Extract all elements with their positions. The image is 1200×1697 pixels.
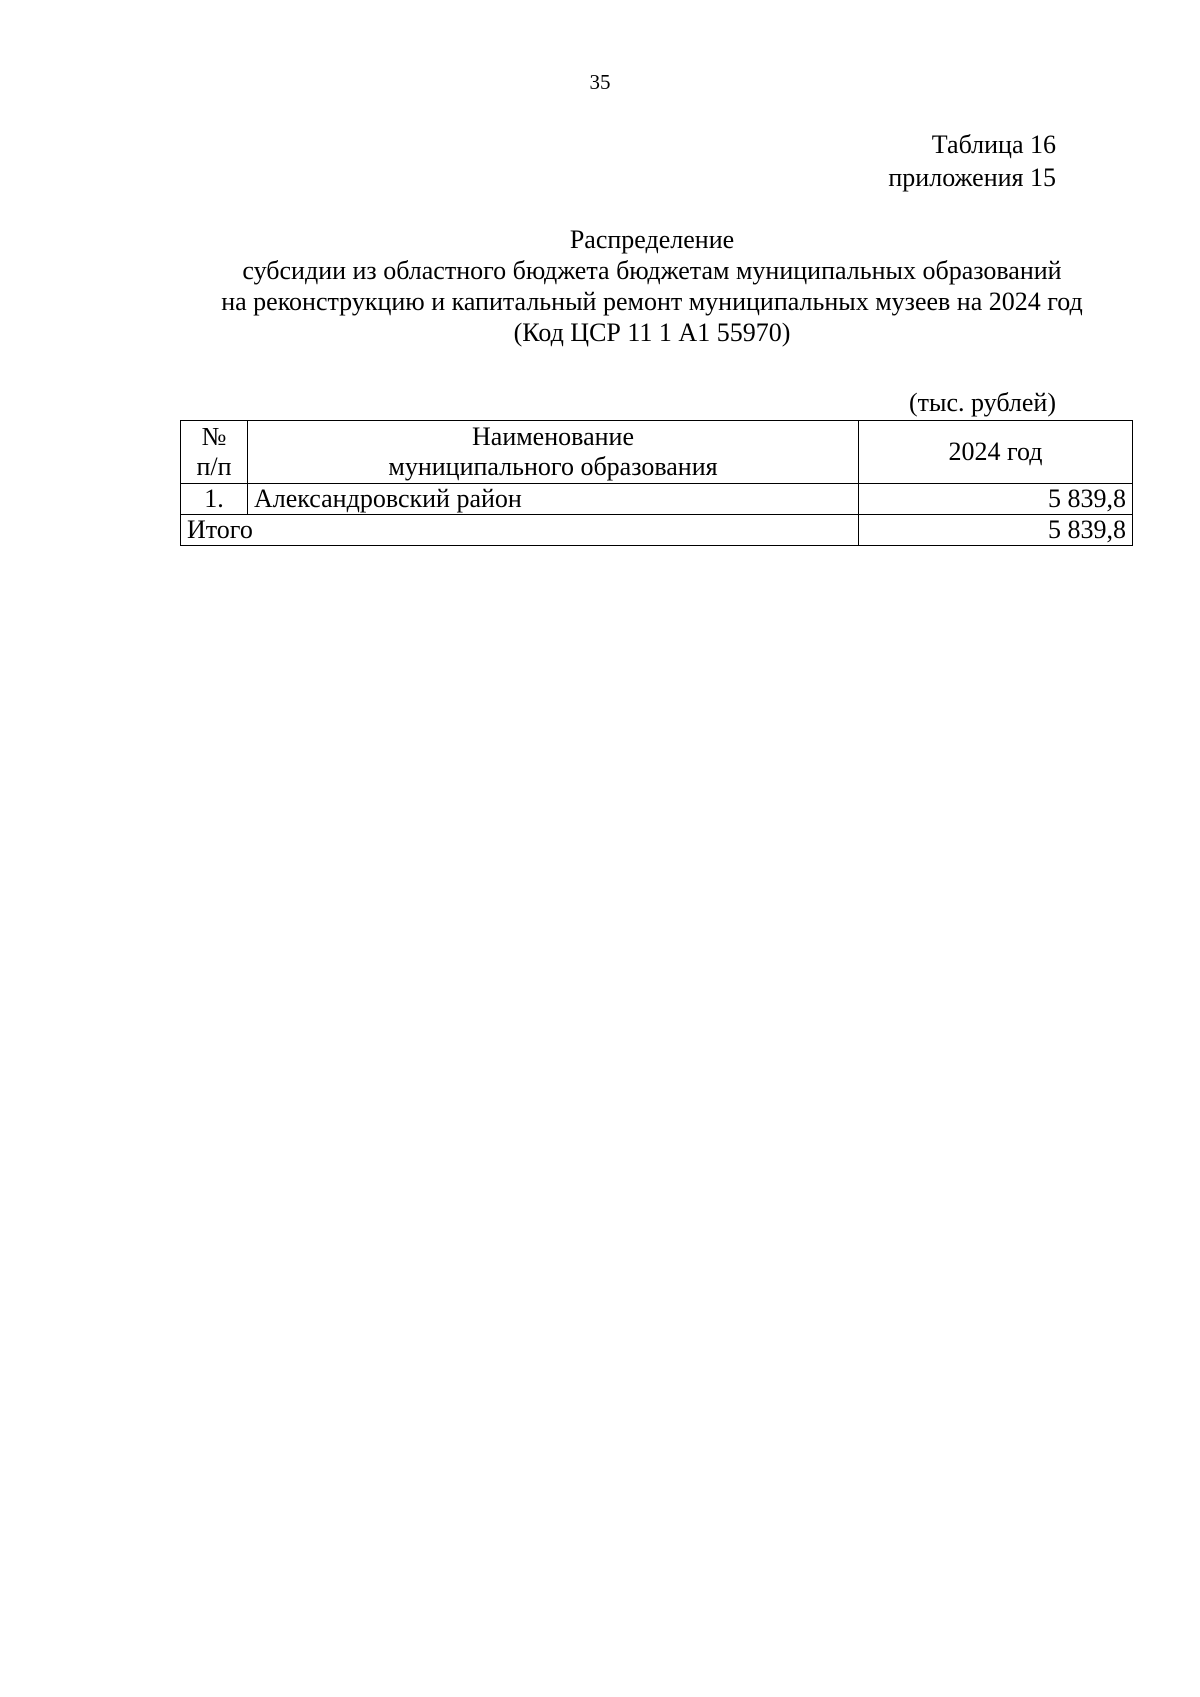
- total-value: 5 839,8: [859, 515, 1133, 546]
- title-line-2: субсидии из областного бюджета бюджетам муниципальных образований: [242, 256, 1062, 285]
- table-row: [181, 484, 1133, 515]
- total-label: Итого: [181, 515, 859, 546]
- title-line-1: Распределение: [569, 225, 735, 254]
- header-name-line-2: муниципального образования: [388, 452, 718, 481]
- table-header-row: [181, 421, 1133, 484]
- table-reference-appendix: приложения 15: [888, 163, 1056, 192]
- header-year: 2024 год: [859, 421, 1133, 484]
- title-line-3: на реконструкцию и капитальный ремонт муниципальных музеев на 2024 год: [221, 287, 1083, 316]
- table-reference: [888, 128, 1056, 194]
- row-value: 5 839,8: [859, 484, 1133, 515]
- header-number-abbrev: п/п: [196, 452, 232, 481]
- header-name: [248, 421, 859, 484]
- header-number: [181, 421, 248, 484]
- title-line-4: (Код ЦСР 11 1 А1 55970): [513, 318, 791, 347]
- row-number: 1.: [181, 484, 248, 515]
- document-title: [180, 224, 1124, 348]
- units-label: (тыс. рублей): [908, 388, 1056, 417]
- row-municipality-name: Александровский район: [248, 484, 859, 515]
- page-number: 35: [589, 70, 611, 94]
- header-name-line-1: Наименование: [472, 422, 634, 451]
- table-total-row: [181, 515, 1133, 546]
- table-reference-number: Таблица 16: [931, 130, 1056, 159]
- distribution-table: [180, 420, 1133, 546]
- header-number-symbol: №: [201, 422, 227, 451]
